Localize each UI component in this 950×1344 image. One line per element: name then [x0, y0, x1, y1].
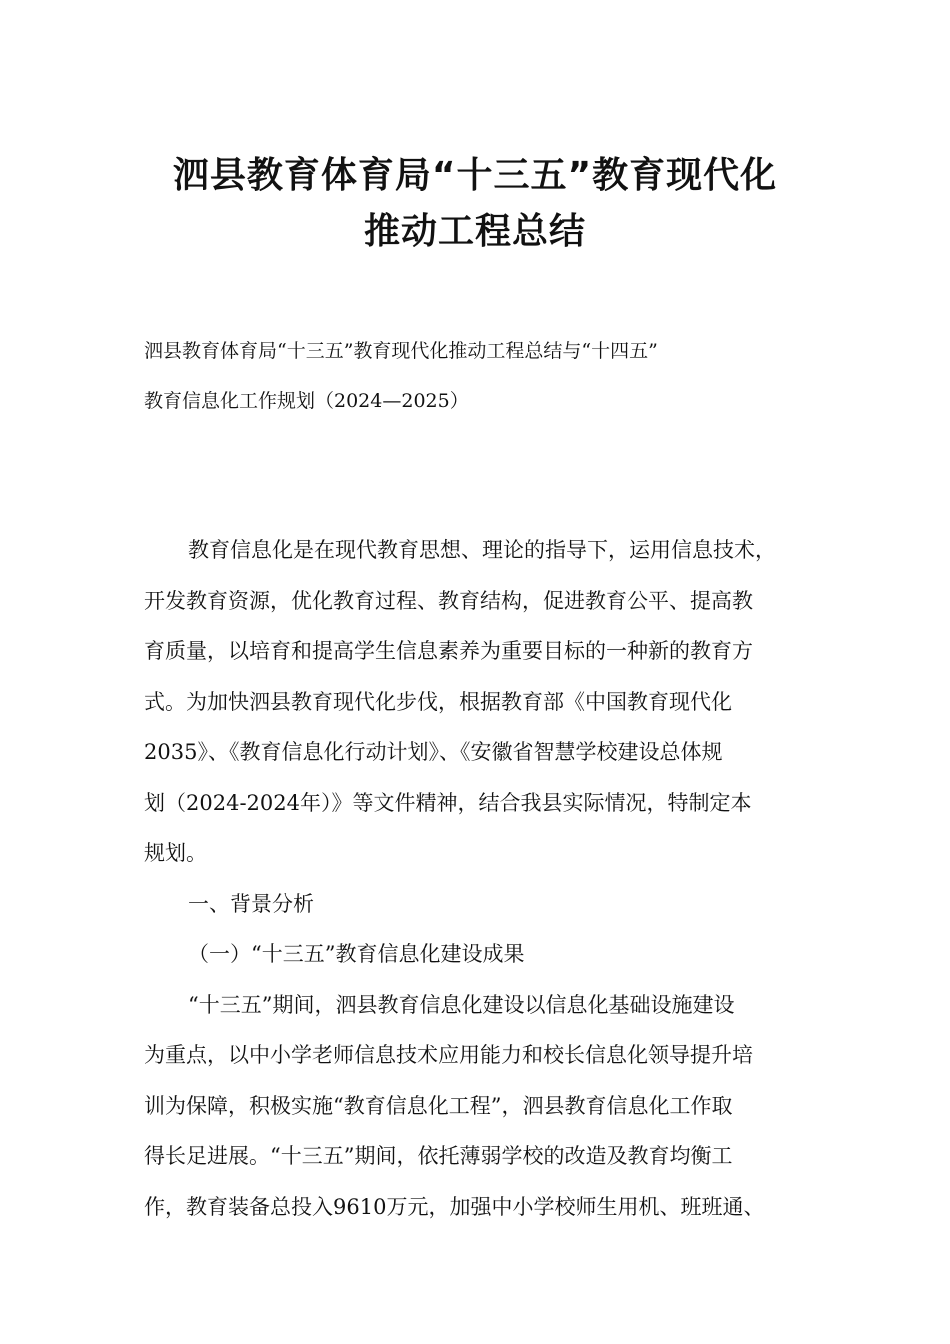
subtitle-line-2: 教育信息化工作规划（2024—2025） — [144, 390, 469, 412]
body-line-5: 2035》、《教育信息化行动计划》、《安徽省智慧学校建设总体规 — [144, 740, 723, 764]
body-line-3: 育质量，以培育和提高学生信息素养为重要目标的一种新的教育方 — [144, 639, 753, 663]
body-line-13: 得长足进展。“十三五”期间，依托薄弱学校的改造及教育均衡工 — [144, 1144, 733, 1168]
body-line-14: 作，教育装备总投入9610万元，加强中小学校师生用机、班班通、 — [144, 1194, 765, 1219]
body-line-7: 规划。 — [144, 841, 207, 865]
subtitle-line-1: 泗县教育体育局“十三五”教育现代化推动工程总结与“十四五” — [144, 340, 658, 362]
document-body — [144, 525, 834, 1232]
body-line-10: “十三五”期间，泗县教育信息化建设以信息化基础设施建设 — [188, 992, 735, 1017]
body-line-2: 开发教育资源，优化教育过程、教育结构，促进教育公平、提高教 — [144, 588, 753, 613]
body-line-6: 划（2024-2024年）》等文件精神，结合我县实际情况，特制定本 — [144, 790, 752, 815]
body-line-12: 训为保障，积极实施“教育信息化工程”，泗县教育信息化工作取 — [144, 1093, 733, 1118]
title-line-1: 泗县教育体育局“十三五”教育现代化 — [172, 155, 778, 197]
body-line-4: 式。为加快泗县教育现代化步伐，根据教育部《中国教育现代化 — [144, 689, 732, 714]
document-title — [60, 148, 890, 260]
body-line-11: 为重点，以中小学老师信息技术应用能力和校长信息化领导提升培 — [144, 1043, 753, 1067]
subsection-heading-achievements: （一）“十三五”教育信息化建设成果 — [188, 942, 525, 966]
body-line-1: 教育信息化是在现代教育思想、理论的指导下，运用信息技术， — [188, 538, 776, 562]
section-heading-background: 一、背景分析 — [188, 891, 314, 916]
document-subtitle — [144, 326, 834, 426]
title-line-2: 推动工程总结 — [363, 211, 586, 253]
